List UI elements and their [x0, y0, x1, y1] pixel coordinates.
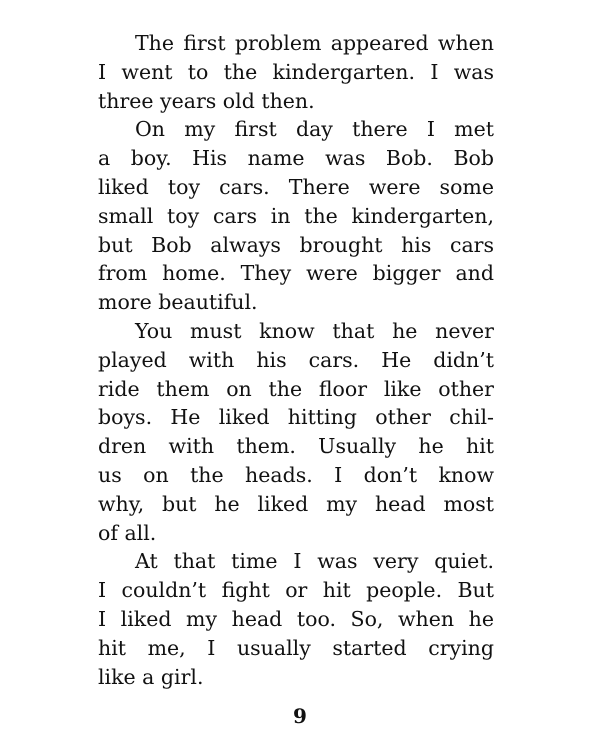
text-line: liked toy cars. There were some: [98, 174, 494, 199]
text-line: I went to the kindergarten. I was: [98, 59, 494, 84]
text-line: a boy. His name was Bob. Bob: [98, 146, 494, 171]
text-line: three years old then.: [98, 88, 315, 113]
text-line: of all.: [98, 520, 157, 545]
text-line: dren with them. Usually he hit: [98, 434, 494, 459]
text-line: On my first day there I met: [135, 117, 494, 142]
text-line: played with his cars. He didn’t: [98, 347, 494, 372]
body-text: [98, 29, 494, 691]
text-line: small toy cars in the kindergarten,: [98, 203, 494, 228]
paragraph: [98, 547, 494, 691]
text-line: I couldn’t fight or hit people. But: [98, 578, 494, 603]
text-line: but Bob always brought his cars: [98, 232, 494, 257]
text-line: from home. They were bigger and: [98, 261, 494, 286]
text-line: I liked my head too. So, when he: [98, 606, 494, 631]
text-line: You must know that he never: [135, 318, 494, 343]
text-line: At that time I was very quiet.: [135, 549, 494, 574]
paragraph: [98, 29, 494, 115]
text-line: The first problem appeared when: [135, 31, 494, 55]
paragraph: [98, 317, 494, 547]
text-line: hit me, I usually started crying: [98, 635, 494, 660]
text-line: boys. He liked hitting other chil-: [98, 405, 494, 430]
text-line: us on the heads. I don’t know: [98, 462, 494, 487]
text-line: more beautiful.: [98, 290, 258, 315]
text-line: why, but he liked my head most: [98, 491, 494, 516]
text-line: ride them on the floor like other: [98, 376, 494, 401]
page-number: 9: [293, 704, 307, 728]
paragraph: [98, 115, 494, 317]
text-line: like a girl.: [98, 664, 204, 689]
